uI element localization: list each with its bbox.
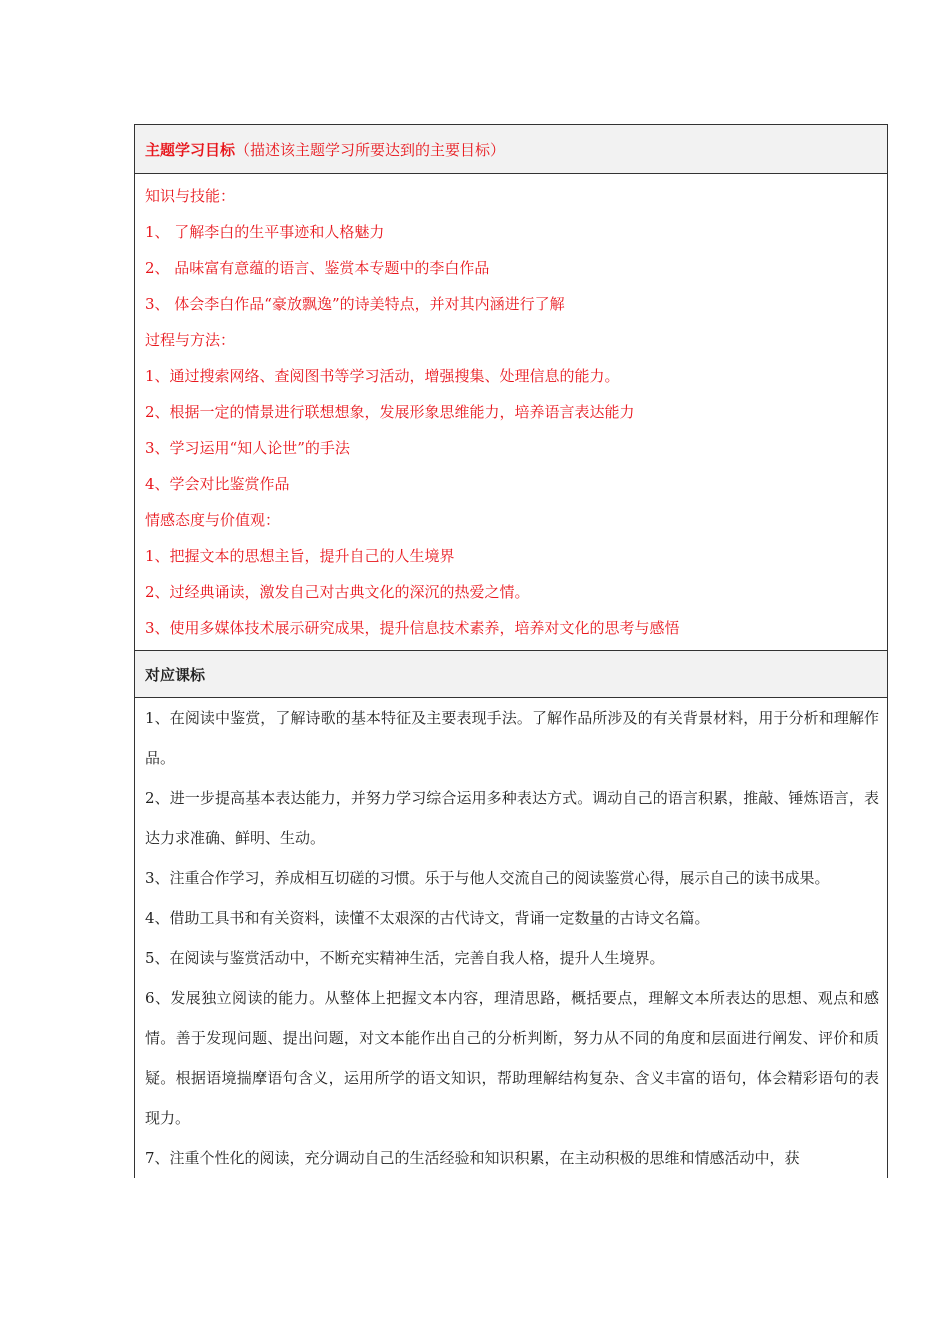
objective-line: 1、通过搜索网络、查阅图书等学习活动，增强搜集、处理信息的能力。 <box>145 367 620 385</box>
standard-paragraph: 4、借助工具书和有关资料，读懂不太艰深的古代诗文，背诵一定数量的古诗文名篇。 <box>145 909 710 927</box>
objective-line: 情感态度与价值观： <box>145 511 281 529</box>
standard-paragraph: 5、在阅读与鉴赏活动中，不断充实精神生活，完善自我人格，提升人生境界。 <box>145 949 665 967</box>
objective-line: 2、过经典诵读，激发自己对古典文化的深沉的热爱之情。 <box>145 583 530 601</box>
section-title-note: （描述该主题学习所要达到的主要目标） <box>235 140 506 159</box>
standard-paragraph: 3、注重合作学习，养成相互切磋的习惯。乐于与他人交流自己的阅读鉴赏心得，展示自己的读书成果。 <box>145 869 830 887</box>
section-title-objectives: 主题学习目标 <box>145 140 236 159</box>
objective-line: 知识与技能： <box>145 187 236 205</box>
objective-line: 1、把握文本的思想主旨，提升自己的人生境界 <box>145 547 455 565</box>
objective-line: 过程与方法： <box>145 331 236 349</box>
standard-paragraph: 2、进一步提高基本表达能力，并努力学习综合运用多种表达方式。调动自己的语言积累，推敲、锤炼语言，表达力求准确、鲜明、生动。 <box>145 789 879 847</box>
standard-paragraph: 6、发展独立阅读的能力。从整体上把握文本内容，理清思路，概括要点，理解文本所表达的思想、观点和感情。善于发现问题、提出问题，对文本能作出自己的分析判断，努力从不同的角度和层面进行阐发、评价和质疑。根据语境揣摩语句含义，运用所学的语文知识，帮助理解结构复杂、含义丰富的语句，体会精彩语句的表现力。 <box>145 989 879 1127</box>
section-title-standards: 对应课标 <box>145 665 206 684</box>
section-header-objectives <box>135 125 887 174</box>
standard-paragraph: 1、在阅读中鉴赏，了解诗歌的基本特征及主要表现手法。了解作品所涉及的有关背景材料，用于分析和理解作品。 <box>145 709 879 767</box>
objective-line: 1、 了解李白的生平事迹和人格魅力 <box>145 223 385 241</box>
objectives-content <box>135 174 887 650</box>
objective-line: 3、使用多媒体技术展示研究成果，提升信息技术素养，培养对文化的思考与感悟 <box>145 619 680 637</box>
section-header-standards <box>135 650 887 698</box>
objective-line: 3、 体会李白作品“豪放飘逸”的诗美特点，并对其内涵进行了解 <box>145 295 565 313</box>
objective-line: 2、 品味富有意蕴的语言、鉴赏本专题中的李白作品 <box>145 259 490 277</box>
standards-content <box>135 698 887 1178</box>
objective-line: 4、学会对比鉴赏作品 <box>145 475 290 493</box>
objectives-table <box>134 124 888 1178</box>
objective-line: 2、根据一定的情景进行联想想象，发展形象思维能力，培养语言表达能力 <box>145 403 635 421</box>
objective-line: 3、学习运用“知人论世”的手法 <box>145 439 350 457</box>
standard-paragraph: 7、注重个性化的阅读，充分调动自己的生活经验和知识积累，在主动积极的思维和情感活动中，获 <box>145 1149 800 1167</box>
